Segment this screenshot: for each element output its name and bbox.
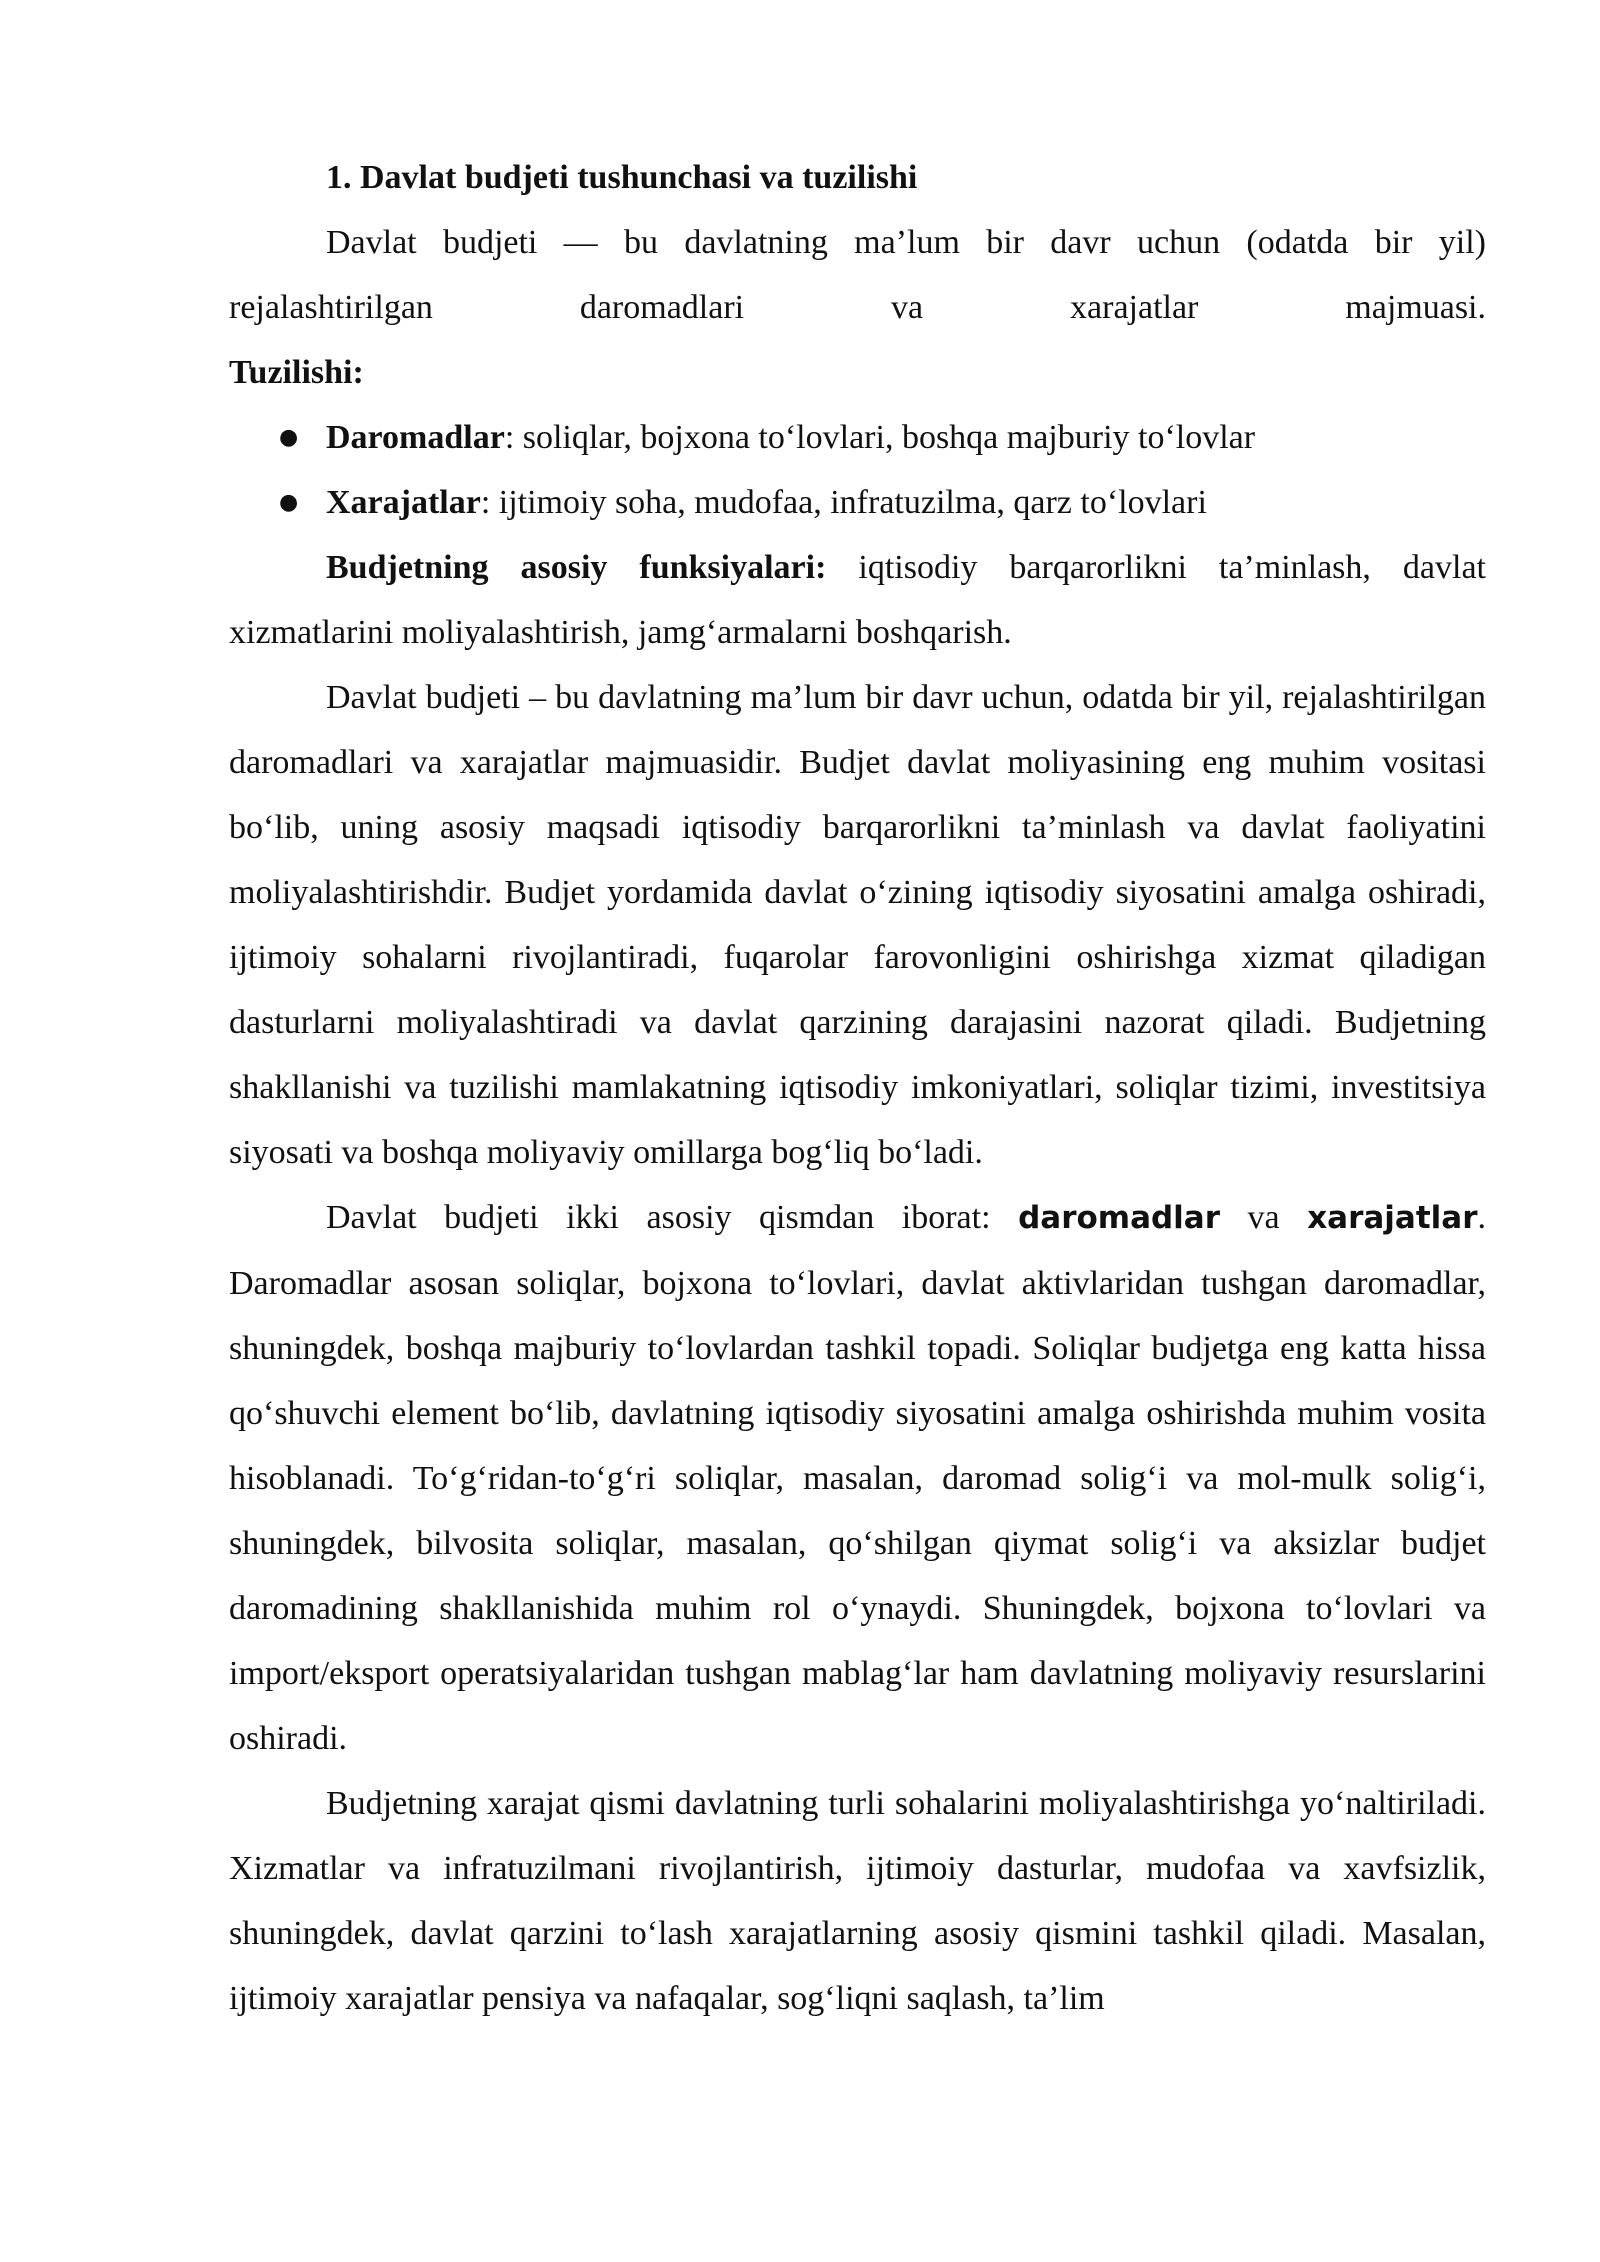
list-item-text: : soliqlar, bojxona to‘lovlari, boshqa majburiy to‘lovlar bbox=[504, 419, 1256, 456]
bullet-icon: ● bbox=[279, 425, 299, 450]
body-paragraph-3: Budjetning xarajat qismi davlatning turli sohalarini moliyalashtirishga yo‘naltiriladi. Xizmatlar va infratuzilmani rivojlantirish, ijtimoiy dasturlar, mudofaa va xavfsizlik, shuningdek, davlat qarzini to‘lash xarajatlarning asosiy qismini tashkil qiladi. Masalan, ijtimoiy xarajatlar pensiya va nafaqalar, sog‘liqni saqlash, ta’lim bbox=[229, 1785, 1486, 2017]
list-item-text: : ijtimoiy soha, mudofaa, infratuzilma, qarz to‘lovlari bbox=[480, 484, 1207, 521]
body-paragraph-1: Davlat budjeti – bu davlatning ma’lum bir davr uchun, odatda bir yil, rejalashtirilgan daromadlari va xarajatlar majmuasidir. Budjet davlat moliyasining eng muhim vositasi bo‘lib, uning asosiy maqsadi iqtisodiy barqarorlikni ta’minlash va davlat faoliyatini moliyalashtirishdir. Budjet yordamida davlat o‘zining iqtisodiy siyosatini amalga oshiradi, ijtimoiy sohalarni rivojlantiradi, fuqarolar farovonligini oshirishga xizmat qiladigan dasturlarni moliyalashtiradi va davlat qarzining darajasini nazorat qiladi. Budjetning shakllanishi va tuzilishi mamlakatning iqtisodiy imkoniyatlari, soliqlar tizimi, investitsiya siyosati va boshqa moliyaviy omillarga bog‘liq bo‘ladi. bbox=[229, 679, 1486, 1171]
intro-line-2: rejalashtirilgan daromadlari va xarajatlar majmuasi. bbox=[229, 289, 1486, 326]
paragraph-2-prefix: Davlat budjeti ikki asosiy qismdan iborat: bbox=[326, 1199, 1019, 1236]
term-daromadlar: daromadlar bbox=[1018, 1200, 1221, 1236]
body-paragraph-2 bbox=[229, 1185, 1486, 1771]
paragraph-2-middle: va bbox=[1220, 1199, 1308, 1236]
structure-list bbox=[229, 405, 1486, 535]
paragraph-2-rest: . Daromadlar asosan soliqlar, bojxona to‘lovlari, davlat aktivlaridan tushgan daromadlar, shuningdek, boshqa majburiy to‘lovlardan tashkil topadi. Soliqlar budjetga eng katta hissa qo‘shuvchi element bo‘lib, davlatning iqtisodiy siyosatini amalga oshirishda muhim vosita hisoblanadi. To‘g‘ridan-to‘g‘ri soliqlar, masalan, daromad solig‘i va mol-mulk solig‘i, shuningdek, bilvosita soliqlar, masalan, qo‘shilgan qiymat solig‘i va aksizlar budjet daromadining shakllanishida muhim rol o‘ynaydi. Shuningdek, bojxona to‘lovlari va import/eksport operatsiyalaridan tushgan mablag‘lar ham davlatning moliyaviy resurslarini oshiradi. bbox=[229, 1199, 1487, 1757]
functions-text: iqtisodiy barqarorlikni ta’minlash, davlat xizmatlarini moliyalashtirish, jamg‘armalarni boshqarish. bbox=[229, 549, 1486, 651]
structure-label: Tuzilishi: bbox=[229, 354, 364, 391]
list-item bbox=[229, 405, 1486, 470]
list-item-term: Daromadlar bbox=[326, 419, 505, 456]
list-item bbox=[229, 470, 1486, 535]
functions-label: Budjetning asosiy funksiyalari: bbox=[326, 549, 827, 586]
section-heading: 1. Davlat budjeti tushunchasi va tuzilishi bbox=[326, 159, 918, 196]
functions-paragraph bbox=[229, 535, 1486, 665]
bullet-icon: ● bbox=[279, 490, 299, 515]
term-xarajatlar: xarajatlar bbox=[1307, 1200, 1478, 1236]
document-page bbox=[229, 145, 1486, 2031]
intro-line-1: Davlat budjeti — bu davlatning ma’lum bir davr uchun (odatda bir yil) bbox=[326, 224, 1486, 261]
list-item-term: Xarajatlar bbox=[326, 484, 481, 521]
